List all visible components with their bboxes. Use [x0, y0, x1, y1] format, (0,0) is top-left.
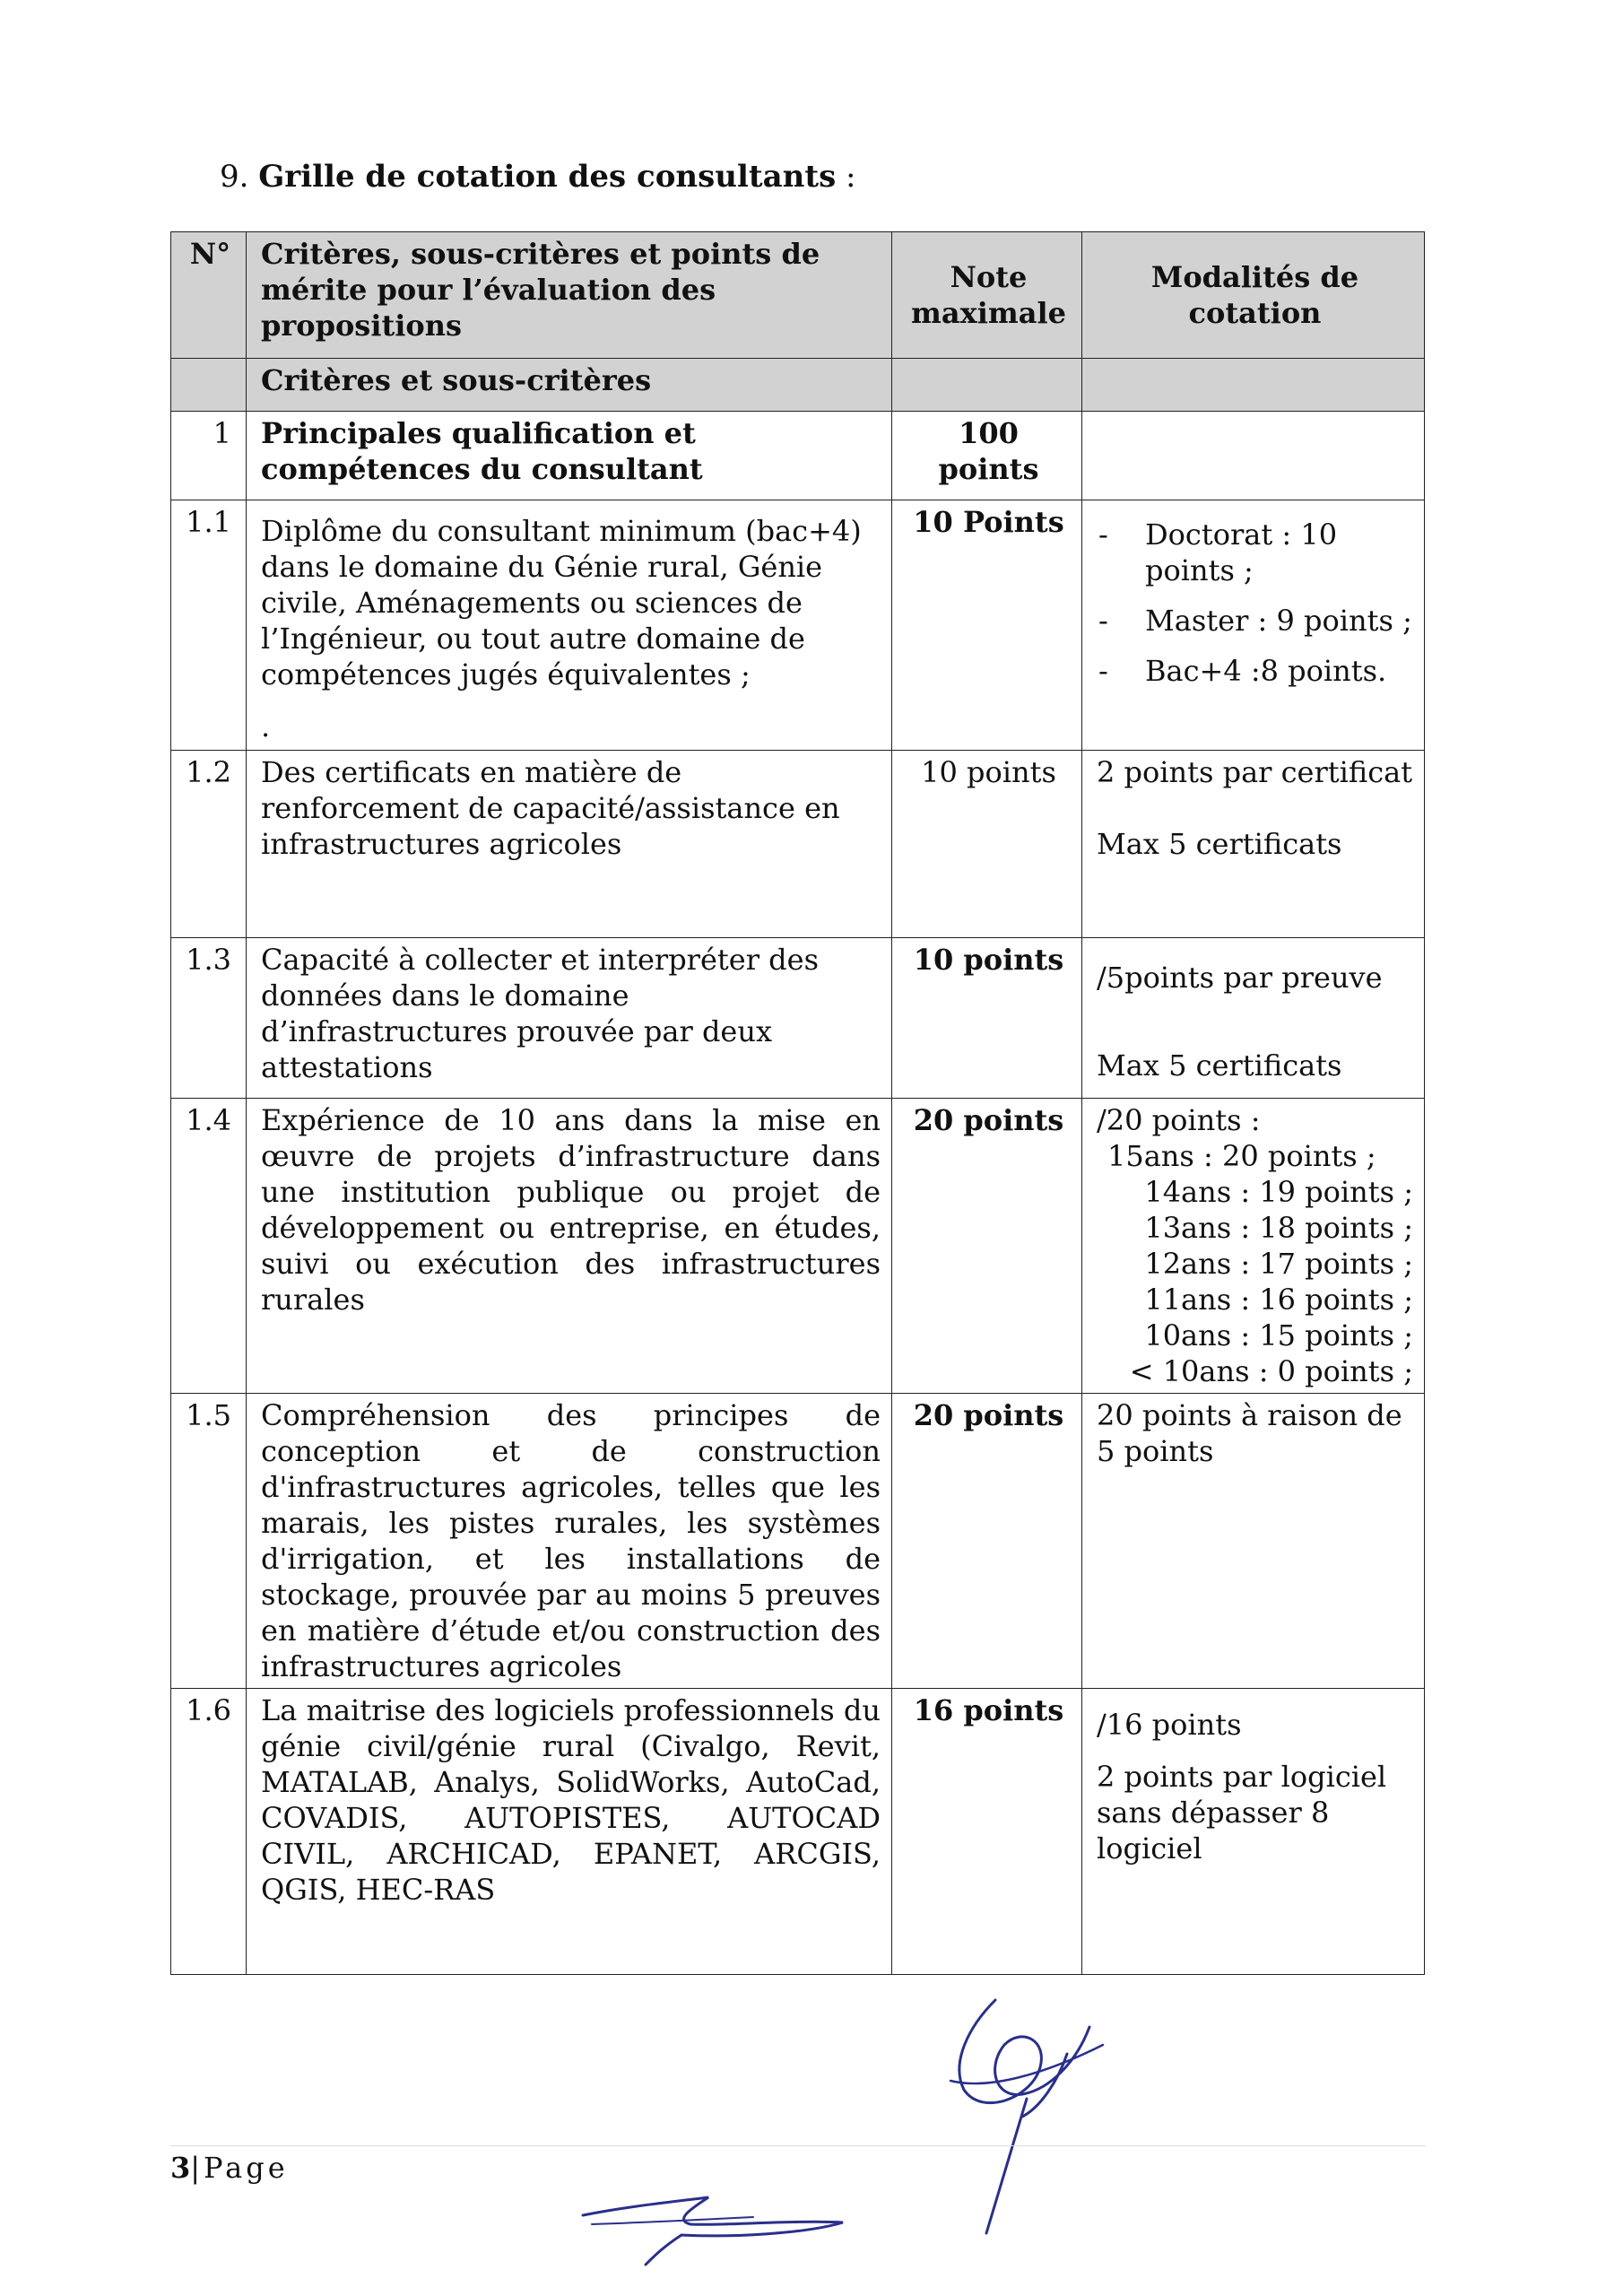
section-title: Grille de cotation des consultants — [258, 159, 837, 195]
row-criteria: Expérience de 10 ans dans la mise en œuvre de projets d’infrastructure dans une institution publique ou projet de développement ou entreprise, en études, suivi ou exécution des infrastructures rurales — [247, 1099, 892, 1394]
table-row — [171, 1689, 1425, 1975]
row-num: 1.6 — [171, 1689, 247, 1975]
table-header-row — [171, 232, 1425, 359]
page-separator: | — [190, 2151, 204, 2185]
row-modalites — [1082, 500, 1425, 751]
row-modalites — [1082, 1099, 1425, 1394]
page-word: Page — [204, 2151, 289, 2185]
subheader-label: Critères et sous-critères — [247, 359, 892, 412]
scale-line: 14ans : 19 points ; — [1144, 1175, 1413, 1209]
row-num: 1.5 — [171, 1394, 247, 1689]
table-row — [171, 751, 1425, 938]
row-num: 1.3 — [171, 938, 247, 1099]
table-row — [171, 1394, 1425, 1689]
row-criteria: Capacité à collecter et interpréter des données dans le domaine d’infrastructures prouvée par deux attestations — [247, 938, 892, 1099]
row-criteria: Compréhension des principes de conception et de construction d'infrastructures agricoles, telles que les marais, les pistes rurales, les systèmes d'irrigation, et les installations de stockage, prouvée par au moins 5 preuves en matière d’étude et/ou construction des infrastructures agricoles — [247, 1394, 892, 1689]
row-num: 1.2 — [171, 751, 247, 938]
subheader-empty-mod — [1082, 359, 1425, 412]
section-colon: : — [836, 159, 856, 195]
section-number: 9. — [220, 159, 249, 195]
row-note: 20 points — [892, 1394, 1082, 1689]
scale-line: 11ans : 16 points ; — [1144, 1283, 1413, 1317]
header-num: N° — [171, 232, 247, 359]
list-item: - Master : 9 points ; — [1097, 603, 1413, 639]
row-note: 16 points — [892, 1689, 1082, 1975]
signature-mark-top — [933, 1991, 1139, 2242]
section-heading — [220, 154, 855, 199]
page-footer — [170, 2151, 289, 2185]
row-modalites — [1082, 1689, 1425, 1975]
row-note: 10 Points — [892, 500, 1082, 751]
row-num: 1.4 — [171, 1099, 247, 1394]
modalite-line: Max 5 certificats — [1097, 827, 1342, 861]
scale-line: 10ans : 15 points ; — [1144, 1318, 1413, 1352]
scale-line: < 10ans : 0 points ; — [1129, 1354, 1413, 1388]
scale-line: 15ans : 20 points ; — [1107, 1139, 1376, 1173]
row-criteria: Des certificats en matière de renforcement de capacité/assistance en infrastructures agricoles — [247, 751, 892, 938]
criteria-dot: . — [261, 709, 271, 744]
modalite-line: Max 5 certificats — [1097, 1048, 1342, 1083]
row-criteria — [247, 500, 892, 751]
modalite-line: /5points par preuve — [1097, 961, 1383, 995]
subheader-empty-note — [892, 359, 1082, 412]
table-row — [171, 500, 1425, 751]
row-num: 1 — [171, 412, 247, 500]
table-row — [171, 1099, 1425, 1394]
page-number: 3 — [170, 2151, 191, 2185]
footer-rule — [170, 2145, 1426, 2146]
header-modalites: Modalités de cotation — [1082, 232, 1425, 359]
list-item: - Doctorat : 10 points ; — [1097, 517, 1413, 588]
rating-grid-table — [170, 231, 1425, 1975]
row-modalites — [1082, 938, 1425, 1099]
subheader-empty-num — [171, 359, 247, 412]
subheader-row — [171, 359, 1425, 412]
modalites-list — [1097, 517, 1413, 689]
row-modalites — [1082, 751, 1425, 938]
row-note: 10 points — [892, 751, 1082, 938]
modalite-line: 2 points par certificat — [1097, 755, 1413, 789]
row-num: 1.1 — [171, 500, 247, 751]
criteria-text: Diplôme du consultant minimum (bac+4) dans le domaine du Génie rural, Génie civile, Aménagements ou sciences de l’Ingénieur, ou tout autre domaine de compétences jugés équivalentes ; — [261, 514, 862, 691]
signature-mark-bottom — [574, 2170, 861, 2269]
row-note: 100 points — [892, 412, 1082, 500]
modalite-line: /16 points — [1097, 1708, 1242, 1742]
modalite-line: 2 points par logiciel sans dépasser 8 logiciel — [1097, 1760, 1387, 1866]
table-row — [171, 938, 1425, 1099]
row-note: 10 points — [892, 938, 1082, 1099]
header-note: Note maximale — [892, 232, 1082, 359]
row-criteria: Principales qualification et compétences du consultant — [247, 412, 892, 500]
row-modalites: 20 points à raison de 5 points — [1082, 1394, 1425, 1689]
row-criteria: La maitrise des logiciels professionnels du génie civil/génie rural (Civalgo, Revit, MATALAB, Analys, SolidWorks, AutoCad, COVADIS, AUTOPISTES, AUTOCAD CIVIL, ARCHICAD, EPANET, ARCGIS, QGIS, HEC-RAS — [247, 1689, 892, 1975]
table-row — [171, 412, 1425, 500]
scale-line: 13ans : 18 points ; — [1144, 1211, 1413, 1245]
row-note: 20 points — [892, 1099, 1082, 1394]
modalite-head: /20 points : — [1097, 1103, 1261, 1137]
list-item: - Bac+4 :8 points. — [1097, 653, 1413, 689]
row-modalites — [1082, 412, 1425, 500]
header-criteria: Critères, sous-critères et points de mérite pour l’évaluation des propositions — [247, 232, 892, 359]
scale-line: 12ans : 17 points ; — [1144, 1247, 1413, 1281]
